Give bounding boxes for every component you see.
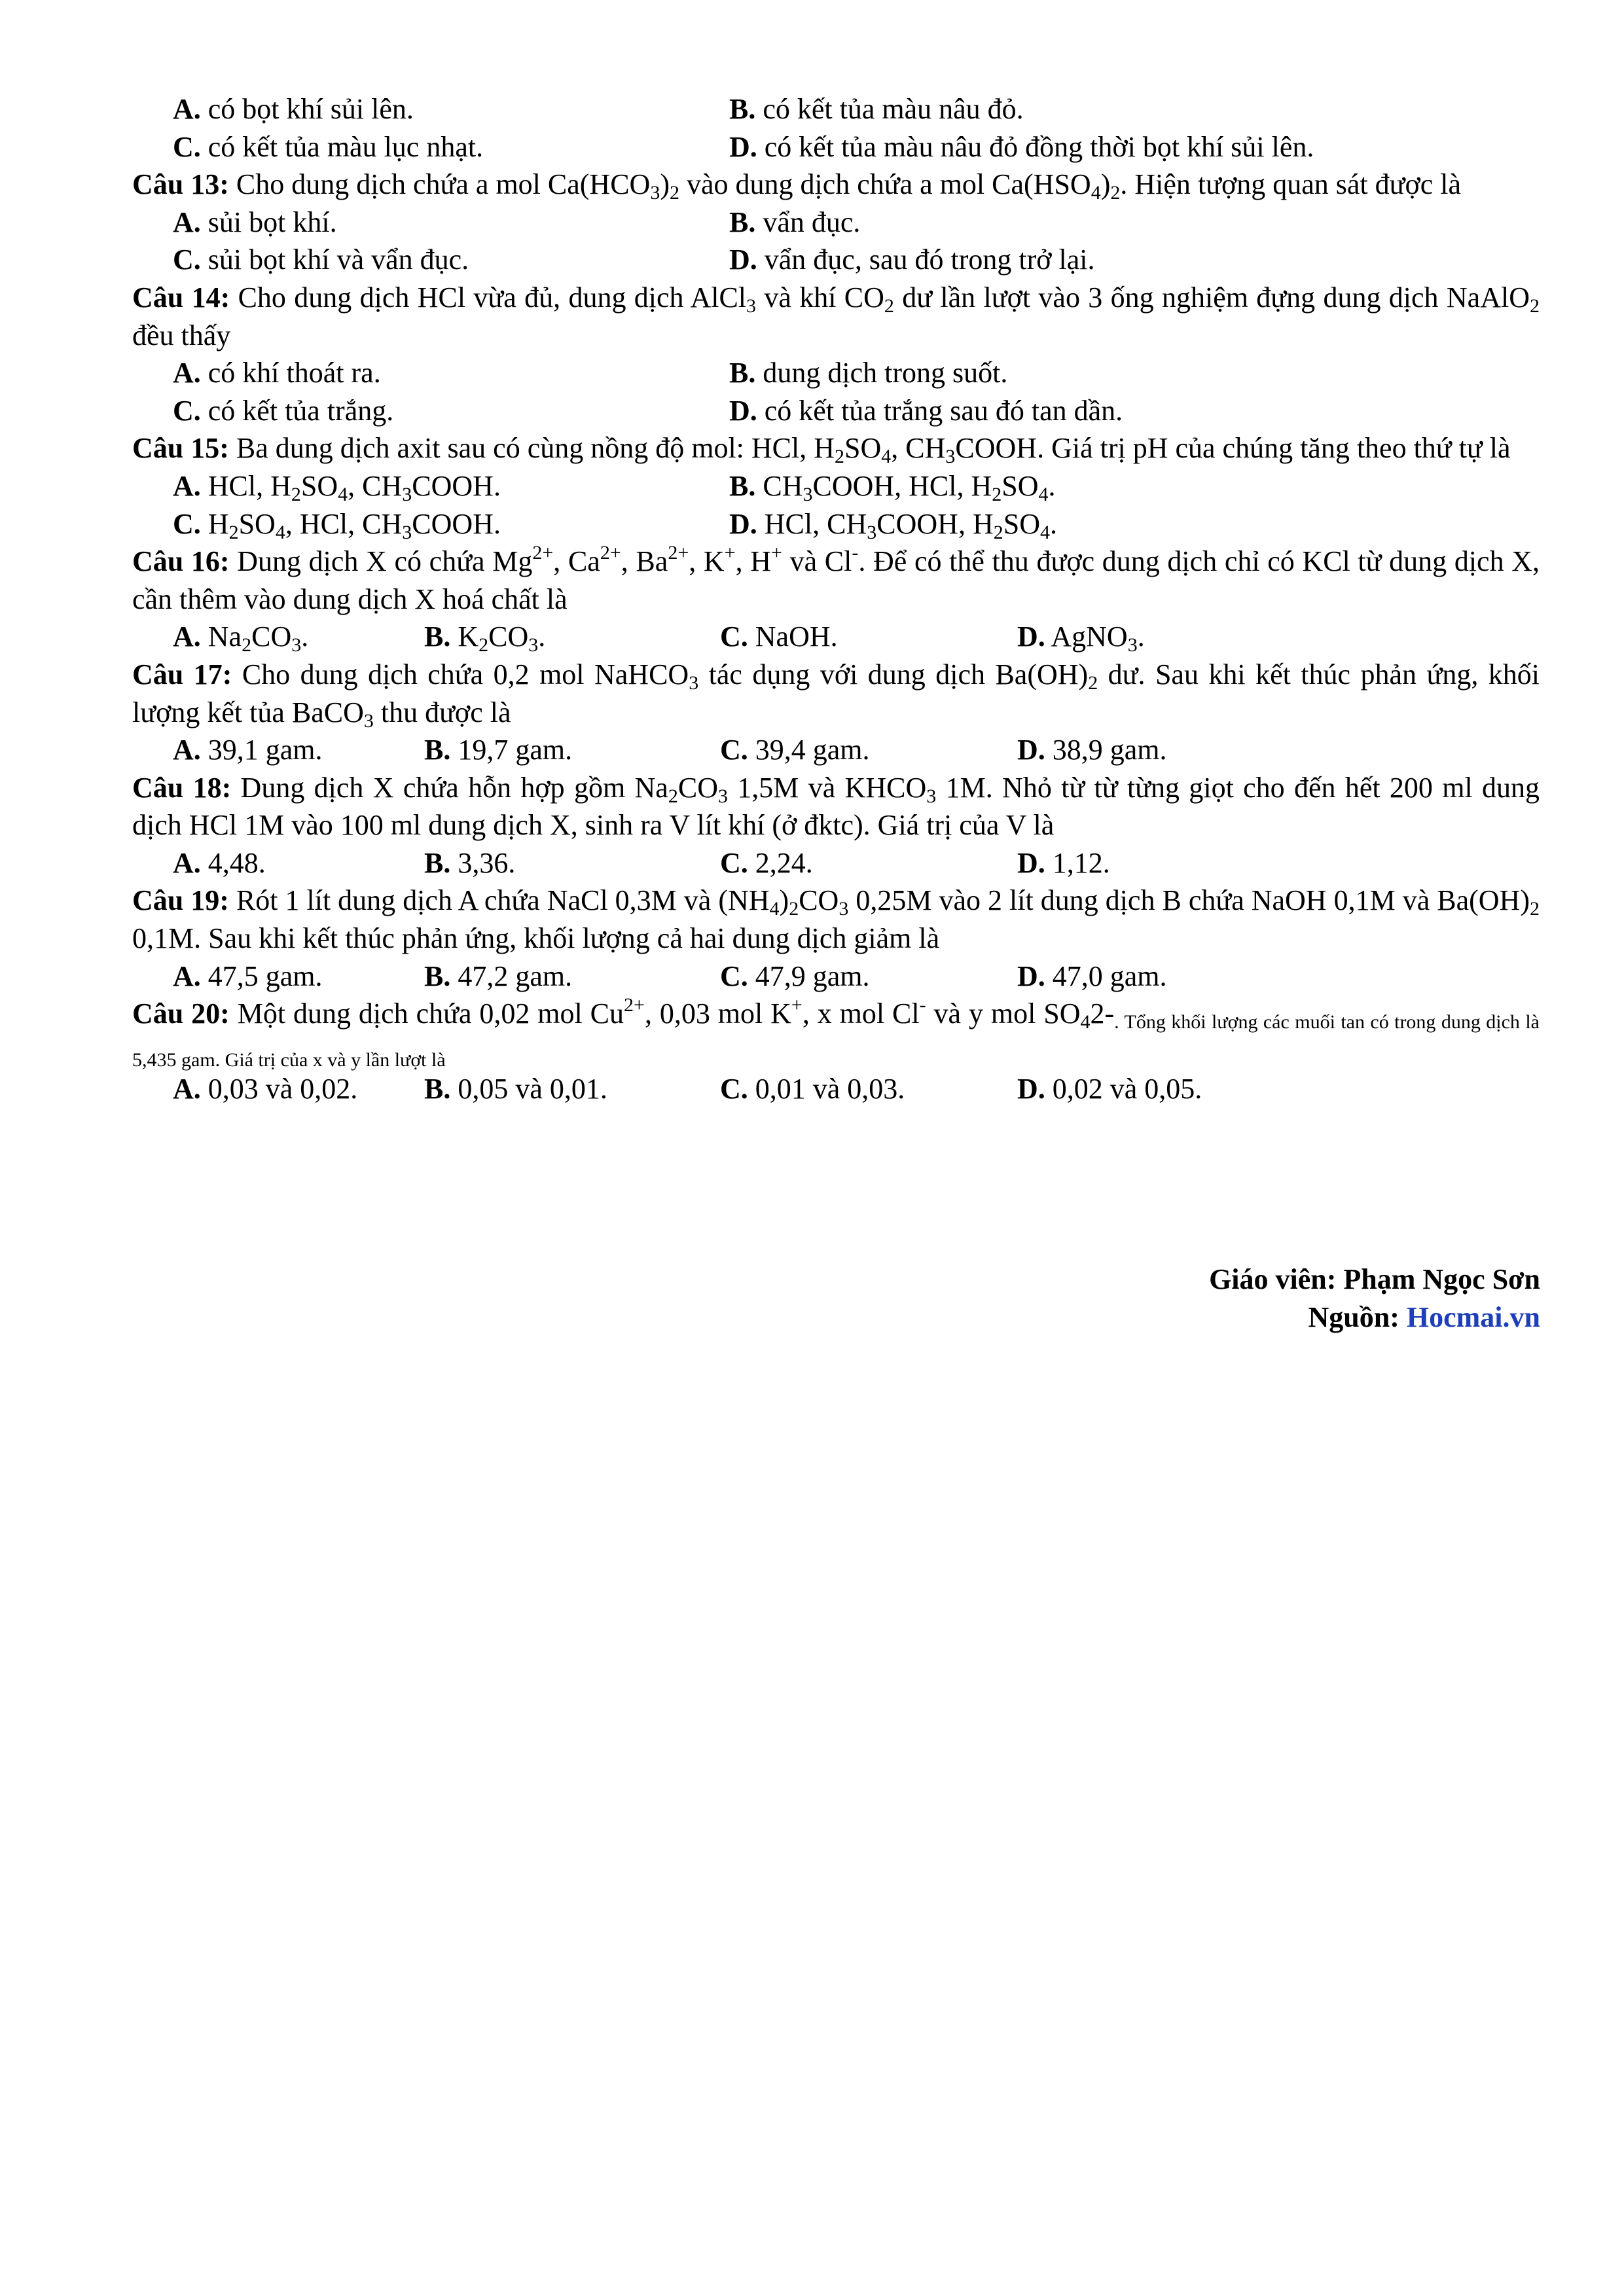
question-stem: Câu 19: Rót 1 lít dung dịch A chứa NaCl 0,3M và $(NH_4)_2CO_3$ 0,25M vào 2 lít dung dịch B chứa NaOH 0,1M và $Ba(OH)_2$ 0,1M. Sau khi kết thúc phản ứng, khối lượng cả hai dung dịch giảm là xyxy=(132,884,1540,955)
question-18 xyxy=(132,769,1540,882)
option-b: B. 47,2 gam. xyxy=(424,960,573,992)
question-stem: Câu 14: Cho dung dịch HCl vừa đủ, dung dịch AlCl$_3$ và khí $CO_2$ dư lần lượt vào 3 ống nghiệm đựng dung dịch NaAlO$_2$ đều thấy xyxy=(132,281,1540,351)
option-c: C. 47,9 gam. xyxy=(720,960,870,992)
option-b: B. vẩn đục. xyxy=(729,206,861,238)
option-c: C. 2,24. xyxy=(720,846,813,879)
options-row xyxy=(132,505,1540,543)
question-label: Câu 14: xyxy=(132,281,230,314)
footer xyxy=(1209,1261,1540,1336)
source-line: Nguồn: Hocmai.vn xyxy=(1308,1300,1540,1333)
question-label: Câu 15: xyxy=(132,432,229,465)
option-b: B. 3,36. xyxy=(424,846,516,879)
option-c: C. sủi bọt khí và vẩn đục. xyxy=(173,243,469,276)
question-label: Câu 16: xyxy=(132,545,230,578)
option-b: B. $CH_3COOH$, HCl, $H_2SO_4$. xyxy=(729,469,1056,505)
question-17 xyxy=(132,656,1540,769)
option-d: D. 47,0 gam. xyxy=(1017,960,1167,992)
option-d: D. 1,12. xyxy=(1017,846,1110,879)
question-label: Câu 13: xyxy=(132,168,229,201)
options-row xyxy=(132,844,1540,882)
question-19 xyxy=(132,882,1540,995)
option-d: D. HCl, $CH_3COOH$, $H_2SO_4$. xyxy=(729,507,1057,543)
option-a: A. 39,1 gam. xyxy=(173,734,323,766)
question-list xyxy=(132,90,1540,1108)
option-b: B. 0,05 và 0,01. xyxy=(424,1073,607,1105)
option-a: A. có bọt khí sủi lên. xyxy=(173,93,414,125)
options-row xyxy=(132,392,1540,430)
option-a: A. sủi bọt khí. xyxy=(173,206,337,238)
question-stem: Câu 20: Một dung dịch chứa 0,02 mol $Cu^{2+}$, 0,03 mol K+, x mol Cl- và y mol $SO_42-_{. Tổng khối lượng các muối tan có trong dung dịch là 5,435 gam. Giá trị của x và y lần lượt là}$ xyxy=(132,994,1540,1071)
option-a: A. HCl, $H_2SO_4$, $CH_3COOH$. xyxy=(173,469,501,505)
options-row xyxy=(132,1070,1540,1108)
question-14 xyxy=(132,279,1540,429)
option-c: C. có kết tủa trắng. xyxy=(173,394,394,427)
option-d: D. vẩn đục, sau đó trong trở lại. xyxy=(729,243,1095,276)
options-row xyxy=(132,731,1540,769)
questions-container xyxy=(132,166,1540,1108)
prev-options-row-1 xyxy=(132,90,1540,128)
question-label: Câu 18: xyxy=(132,771,232,804)
options-row xyxy=(132,958,1540,996)
prev-options-row-2 xyxy=(132,128,1540,166)
option-c: C. 0,01 và 0,03. xyxy=(720,1073,905,1105)
options-row xyxy=(132,354,1540,392)
teacher-line: Giáo viên: Phạm Ngọc Sơn xyxy=(1209,1263,1540,1295)
option-b: B. có kết tủa màu nâu đỏ. xyxy=(729,93,1024,125)
option-c: C. $H_2SO_4$, HCl, $CH_3COOH$. xyxy=(173,507,501,543)
source-link[interactable]: Hocmai.vn xyxy=(1406,1300,1540,1333)
question-15 xyxy=(132,429,1540,543)
option-d: D. có kết tủa trắng sau đó tan dần. xyxy=(729,394,1123,427)
option-a: A. có khí thoát ra. xyxy=(173,357,381,389)
question-20 xyxy=(132,995,1540,1108)
option-a: A. $Na_2CO_3$. xyxy=(173,620,309,656)
option-d: D. AgNO$_3$. xyxy=(1017,620,1145,656)
question-label: Câu 17: xyxy=(132,658,232,691)
question-16 xyxy=(132,543,1540,656)
question-stem: Câu 17: Cho dung dịch chứa 0,2 mol NaHCO$_3$ tác dụng với dung dịch $Ba(OH)_2$ dư. Sau khi kết thúc phản ứng, khối lượng kết tủa BaCO$_3$ thu được là xyxy=(132,658,1540,732)
option-a: A. 0,03 và 0,02. xyxy=(173,1073,358,1105)
options-row xyxy=(132,241,1540,279)
options-row xyxy=(132,467,1540,505)
option-c: C. có kết tủa màu lục nhạt. xyxy=(173,130,484,163)
option-b: B. 19,7 gam. xyxy=(424,734,573,766)
question-stem: Câu 15: Ba dung dịch axit sau có cùng nồng độ mol: HCl, $H_2SO_4$, $CH_3COOH$. Giá trị pH của chúng tăng theo thứ tự là xyxy=(132,432,1511,468)
option-b: B. $K_2CO_3$. xyxy=(424,620,546,656)
option-c: C. NaOH. xyxy=(720,620,838,653)
question-label: Câu 20: xyxy=(132,997,230,1030)
option-a: A. 47,5 gam. xyxy=(173,960,323,992)
option-c: C. 39,4 gam. xyxy=(720,734,870,766)
options-row xyxy=(132,618,1540,656)
option-d: D. 0,02 và 0,05. xyxy=(1017,1073,1202,1105)
question-label: Câu 19: xyxy=(132,884,229,917)
question-stem: Câu 13: Cho dung dịch chứa a mol $Ca(HCO_3)_2$ vào dung dịch chứa a mol $Ca(HSO_4)_2$. Hiện tượng quan sát được là xyxy=(132,168,1462,204)
question-stem: Câu 16: Dung dịch X có chứa $Mg^{2+}$, $Ca^{2+}$, $Ba^{2+}$, K+, H+ và Cl-. Để có thể thu được dung dịch chỉ có KCl từ dung dịch X, cần thêm vào dung dịch X hoá chất là xyxy=(132,542,1540,615)
question-13 xyxy=(132,166,1540,279)
option-d: D. có kết tủa màu nâu đỏ đồng thời bọt khí sủi lên. xyxy=(729,130,1314,163)
question-stem: Câu 18: Dung dịch X chứa hỗn hợp gồm $Na_2CO_3$ 1,5M và $KHCO_3$ 1M. Nhỏ từ từ từng giọt cho đến hết 200 ml dung dịch HCl 1M vào 100 ml dung dịch X, sinh ra V lít khí (ở đktc). Giá trị của V là xyxy=(132,771,1540,842)
option-a: A. 4,48. xyxy=(173,846,266,879)
option-b: B. dung dịch trong suốt. xyxy=(729,357,1008,389)
options-row xyxy=(132,204,1540,242)
option-d: D. 38,9 gam. xyxy=(1017,734,1167,766)
